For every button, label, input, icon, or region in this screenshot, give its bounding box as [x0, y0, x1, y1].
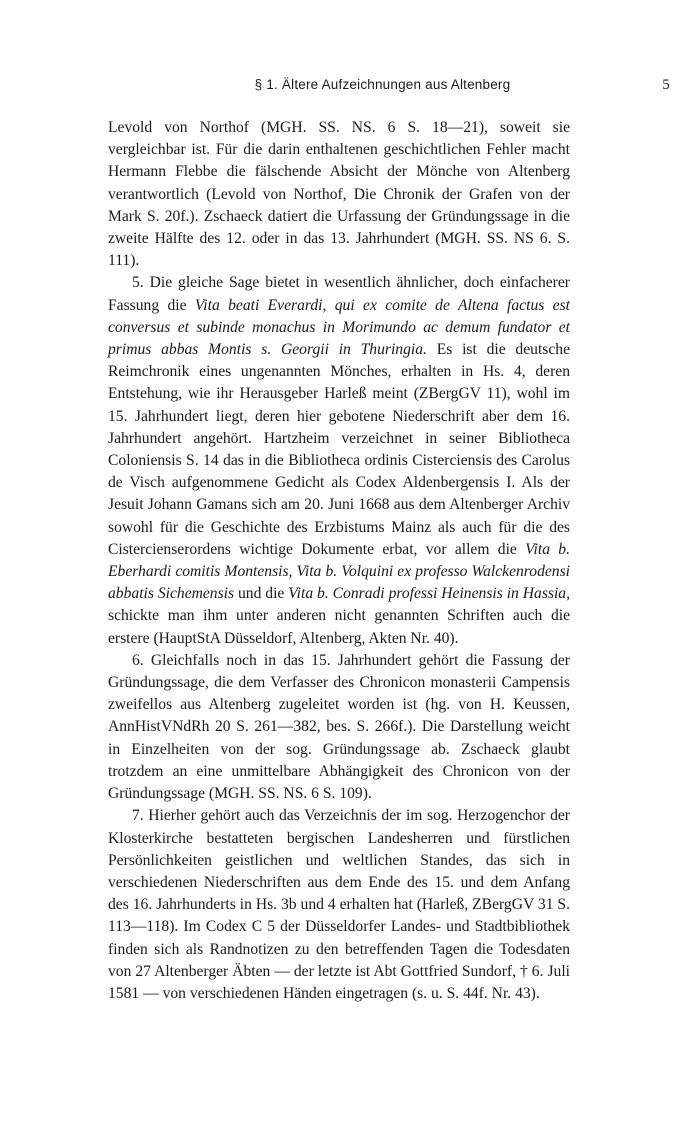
body-text-run: 7. Hierher gehört auch das Verzeichnis der im sog. Herzogenchor der Klosterkirche bestatteten bergischen Landesherren und fürstlichen Persönlichkeiten geistlichen und weltlichen Standes, das sich in verschiedenen Niederschriften aus dem Ende des 15. und dem Anfang des 16. Jahrhunderts in Hs. 3b und 4 erhalten hat (Harleß, ZBergGV 31 S. 113—118). Im Codex C 5 der Düsseldorfer Landes- und Stadtbibliothek finden sich als Randnotizen zu den betreffenden Tagen die Todesdaten von 27 Altenberger Äbten — der letzte ist Abt Gottfried Sundorf, † 6. Juli 1581 — von verschiedenen Händen eingetragen (s. u. S. 44f. Nr. 43).	[108, 807, 570, 1002]
italic-title-text: Vita beati Everardi, qui ex comite de Altena factus est conversus et subinde monachus in Morimundo ac demum fundator et primus abbas Montis s. Georgii in Thuringia.	[108, 296, 570, 359]
page-number: 5	[662, 77, 670, 93]
paragraph-7	[108, 805, 570, 1005]
body-text-run: 5. Die gleiche Sage bietet in wesentlich ähnlicher, doch einfacherer Fassung die	[108, 274, 570, 314]
body-text-run: Levold von Northof (MGH. SS. NS. 6 S. 18—21), soweit sie vergleichbar ist. Für die darin enthaltenen geschichtlichen Fehler macht Hermann Flebbe die fälschende Absicht der Mönche von Altenberg verantwortlich (Levold von Northof, Die Chronik der Grafen von der Mark S. 20f.). Zschaeck datiert die Urfassung der Gründungssage in die zweite Hälfte des 12. oder in das 13. Jahrhundert (MGH. SS. NS 6. S. 111).	[108, 119, 570, 270]
body-text-run: 6. Gleichfalls noch in das 15. Jahrhundert gehört die Fassung der Gründungssage, die dem Verfasser des Chronicon monasterii Campensis zweifellos aus Altenberg zugeleitet worden ist (hg. von H. Keussen, AnnHistVNdRh 20 S. 261—382, bes. S. 266f.). Die Darstellung weicht in Einzelheiten von der sog. Gründungssage ab. Zschaeck glaubt trotzdem an eine unmittelbare Abhängigkeit des Chronicon von der Gründungssage (MGH. SS. NS. 6 S. 109).	[108, 651, 570, 803]
body-text-run: und die	[234, 585, 289, 603]
paragraph-continued	[108, 117, 570, 272]
italic-title-text: Vita b. Conradi professi Heinensis in Hassia,	[288, 585, 570, 603]
paragraph-6	[108, 650, 570, 805]
body-text-run: Es ist die deutsche Reimchronik eines ungenannten Mönches, erhalten in Hs. 4, deren Entstehung, wie ihr Herausgeber Harleß meint (ZBergGV 11), wohl im 15. Jahrhundert liegt, deren hier gebotene Niederschrift aber dem 16. Jahrhundert angehört. Hartzheim verzeichnet in seiner Bibliotheca Coloniensis S. 14 das in die Bibliotheca ordinis Cisterciensis des Carolus de Visch aufgenommene Gedicht als Codex Aldenbergensis I. Als der Jesuit Johann Gamans sich am 20. Juni 1668 aus dem Altenberger Archiv sowohl für die Geschichte des Erzbistums Mainz als auch für die des Cistercienserordens wichtige Dokumente erbat, vor allem die	[108, 341, 570, 558]
running-head-title: § 1. Ältere Aufzeichnungen aus Altenberg	[254, 77, 511, 92]
body-text-run: schickte man ihm unter anderen nicht genannten Schriften auch die erstere (HauptStA Düsseldorf, Altenberg, Akten Nr. 40).	[108, 607, 570, 647]
paragraph-5	[108, 272, 570, 649]
running-head	[120, 77, 680, 97]
italic-title-text: Vita b. Eberhardi comitis Montensis, Vita b. Volquini ex professo Walckenrodensi abbatis Sichemensis	[108, 540, 570, 603]
body-text	[108, 117, 570, 1005]
